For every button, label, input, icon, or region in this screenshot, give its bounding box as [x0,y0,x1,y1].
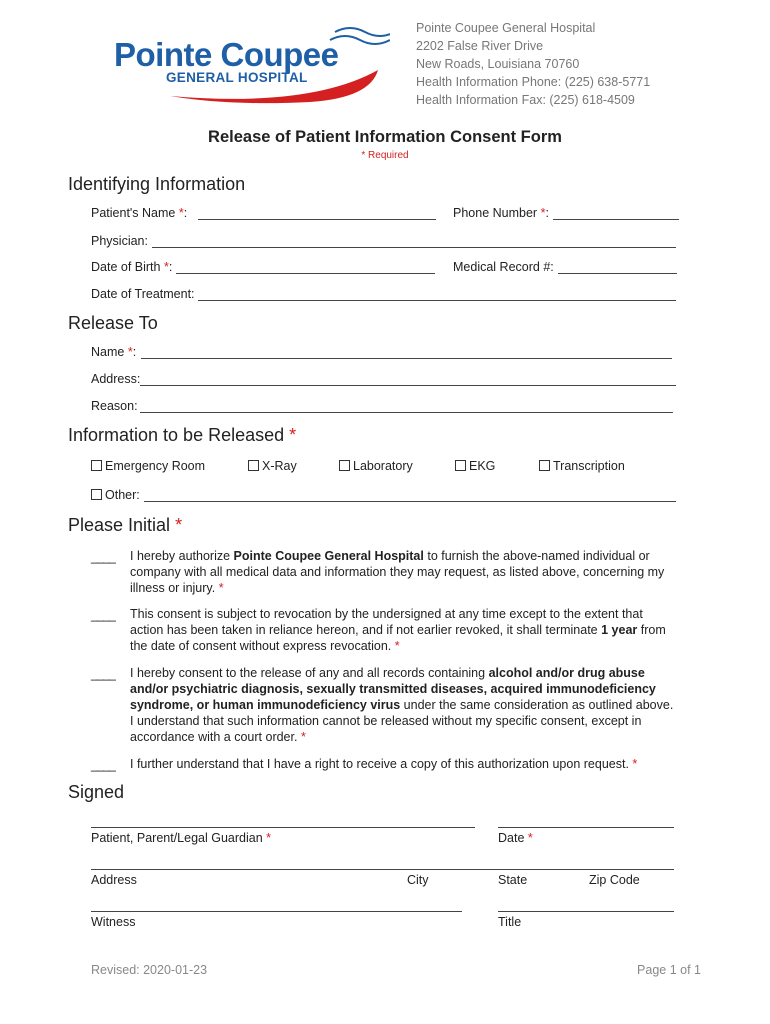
release-name-field[interactable] [141,358,672,359]
section-info-released: Information to be Released * [68,425,297,445]
initial-paragraph-1: I hereby authorize Pointe Coupee General Hospital to furnish the above-named individual or company with all medical data and information they may request, as listed above, concerning my illness or injury. * [130,549,665,595]
header-street: 2202 False River Drive [416,39,544,53]
patient-signature-line[interactable] [91,827,475,828]
required-note: * Required [361,150,409,161]
checkbox-square[interactable] [455,460,466,471]
header-city: New Roads, Louisiana 70760 [416,57,580,71]
date-treatment-field[interactable] [198,300,676,301]
checkbox-emergency-room[interactable]: Emergency Room [91,459,205,473]
initial-blank-4[interactable]: ____ [91,758,115,772]
initial-paragraph-4: I further understand that I have a right to receive a copy of this authorization upon request. * [130,757,638,771]
checkbox-other[interactable]: Other: [91,488,140,502]
address-label: Address [91,873,137,887]
header-fax: Health Information Fax: (225) 618-4509 [416,93,635,107]
revised-date: Revised: 2020-01-23 [91,963,208,977]
physician-field[interactable] [152,247,676,248]
date-signature-label: Date * [498,831,533,845]
header-phone: Health Information Phone: (225) 638-5771 [416,75,651,89]
page-number: Page 1 of 1 [637,963,701,977]
state-label: State [498,873,528,887]
checkbox-square[interactable] [539,460,550,471]
logo-name: Pointe Coupee [114,36,339,73]
zip-label: Zip Code [589,873,640,887]
dob-label: Date of Birth *: [91,260,173,274]
medical-record-label: Medical Record #: [453,260,554,274]
checkbox-square[interactable] [91,460,102,471]
medical-record-field[interactable] [558,273,677,274]
physician-label: Physician: [91,234,148,248]
address-line[interactable] [91,869,674,870]
patient-name-label: Patient's Name *: [91,206,188,220]
checkbox-ekg[interactable]: EKG [455,459,495,473]
initial-blank-3[interactable]: ____ [91,667,115,681]
city-label: City [407,873,429,887]
release-name-label: Name *: [91,345,137,359]
patient-name-field[interactable] [198,219,436,220]
initial-blank-1[interactable]: ____ [91,550,115,564]
phone-number-field[interactable] [553,219,679,220]
checkbox-square[interactable] [91,489,102,500]
section-release-to: Release To [68,313,158,333]
checkbox-xray[interactable]: X-Ray [248,459,297,473]
witness-line[interactable] [91,911,462,912]
witness-label: Witness [91,915,136,929]
section-signed: Signed [68,782,125,802]
date-treatment-label: Date of Treatment: [91,287,195,301]
release-address-label: Address: [91,372,141,386]
header-org: Pointe Coupee General Hospital [416,21,596,35]
dob-field[interactable] [176,273,435,274]
form-title: Release of Patient Information Consent Form [208,128,562,146]
title-line[interactable] [498,911,674,912]
release-reason-label: Reason: [91,399,138,413]
release-reason-field[interactable] [140,412,673,413]
checkbox-square[interactable] [248,460,259,471]
patient-signature-label: Patient, Parent/Legal Guardian * [91,831,272,845]
phone-number-label: Phone Number *: [453,206,549,220]
date-signature-line[interactable] [498,827,674,828]
checkbox-transcription[interactable]: Transcription [539,459,625,473]
initial-paragraph-3: I hereby consent to the release of any and all records containing alcohol and/or drug abuse and/or psychiatric diagnosis, sexually transmitted diseases, acquired immunodeficiency syndrome, or human immunodeficiency virus under the same consideration as outlined above. I understand that such information cannot be released without my specific consent, except in accordance with a court order. * [130,666,674,744]
hospital-logo [110,18,390,108]
release-address-field[interactable] [140,385,676,386]
initial-paragraph-2: This consent is subject to revocation by the undersigned at any time except to the extent that action has been taken in reliance hereon, and if not earlier revoked, it shall terminate 1 year from the date of consent without express revocation. * [130,607,666,653]
section-identifying: Identifying Information [68,174,246,194]
title-label: Title [498,915,522,929]
other-field[interactable] [144,501,676,502]
logo-subtitle: GENERAL HOSPITAL [166,70,308,85]
checkbox-square[interactable] [339,460,350,471]
section-please-initial: Please Initial * [68,515,183,535]
checkbox-laboratory[interactable]: Laboratory [339,459,413,473]
initial-blank-2[interactable]: ____ [91,608,115,622]
